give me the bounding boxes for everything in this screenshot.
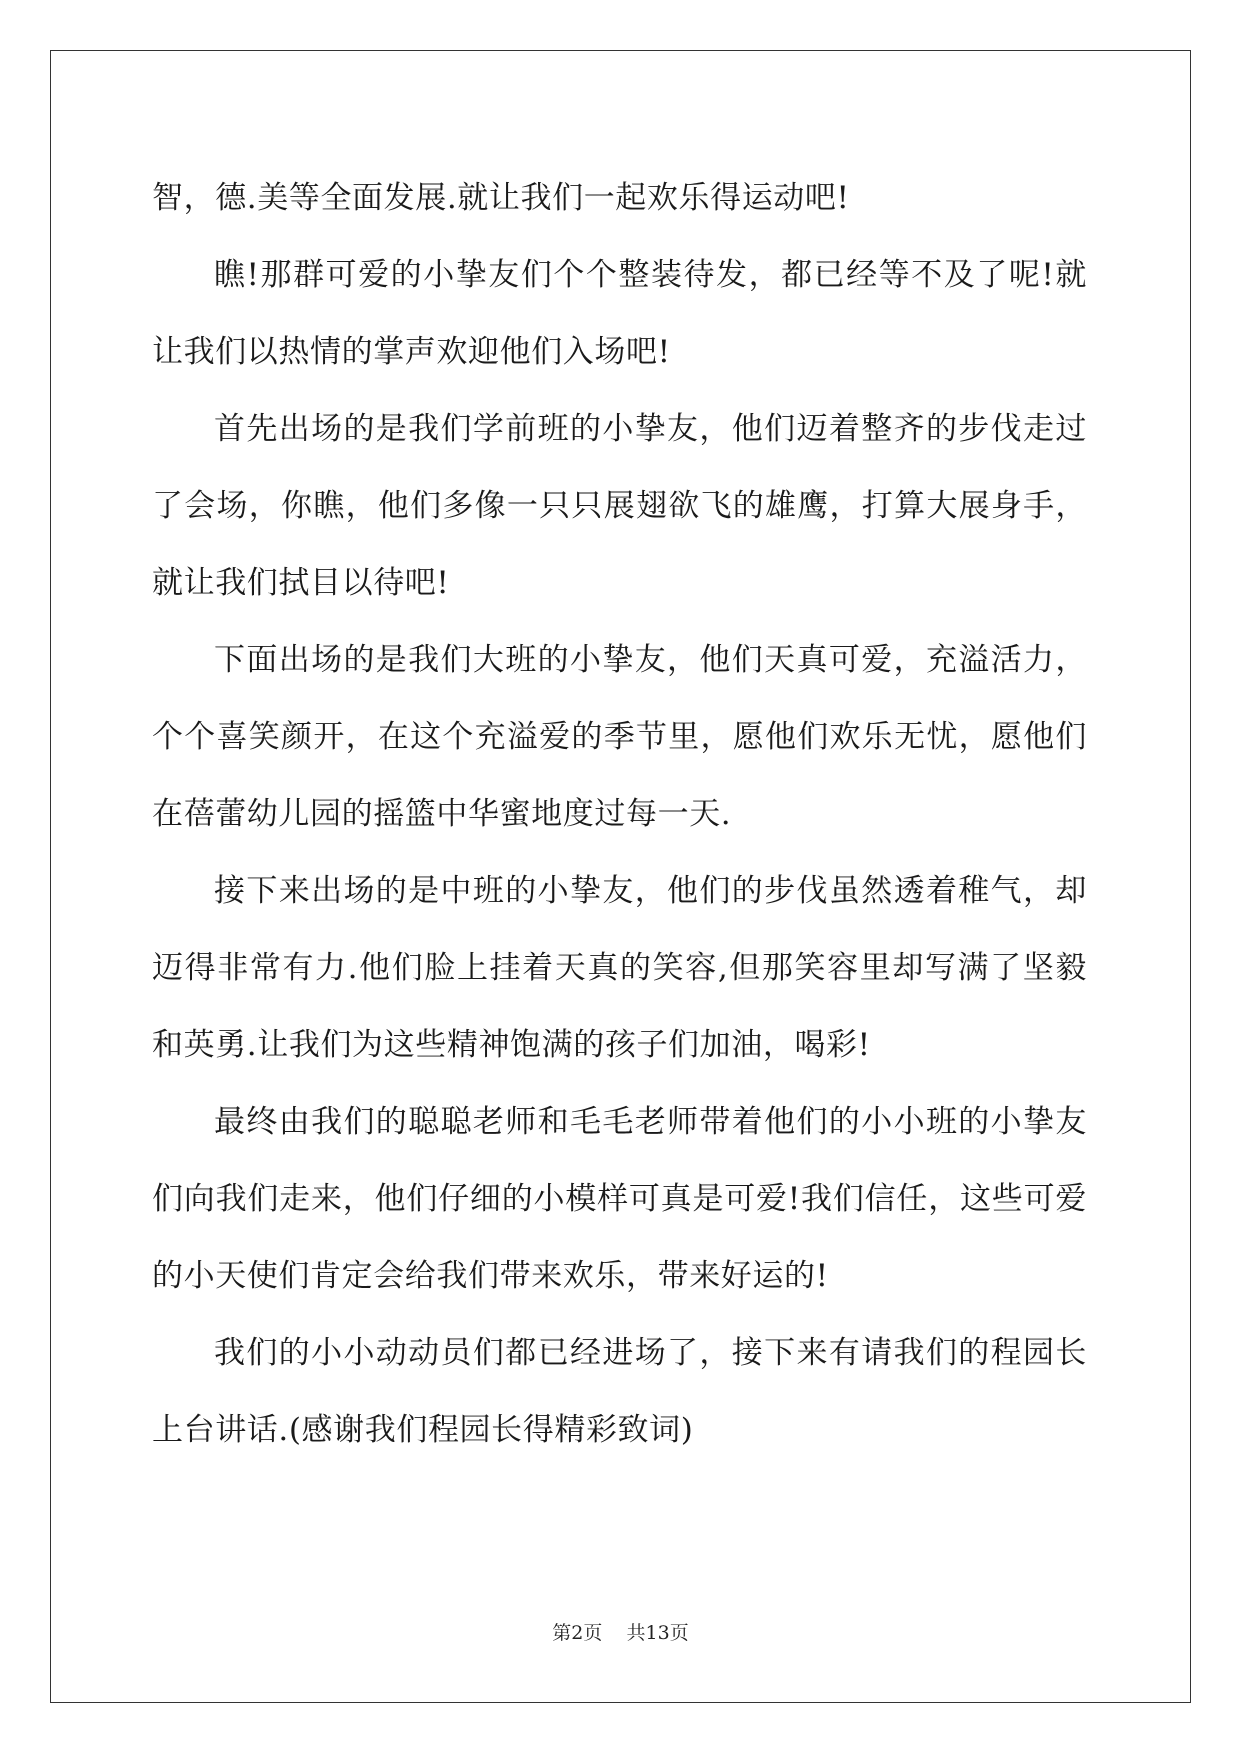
paragraph: 最终由我们的聪聪老师和毛毛老师带着他们的小小班的小挚友们向我们走来，他们仔细的小模样可真是可爱!我们信任，这些可爱的小天使们肯定会给我们带来欢乐，带来好运的!: [152, 1104, 1087, 1294]
paragraph: 我们的小小动动员们都已经进场了，接下来有请我们的程园长上台讲话.(感谢我们程园长得精彩致词): [152, 1335, 1087, 1448]
paragraph: 瞧!那群可爱的小挚友们个个整装待发，都已经等不及了呢!就让我们以热情的掌声欢迎他们入场吧!: [152, 257, 1087, 370]
paragraph-continued: 智，德.美等全面发展.就让我们一起欢乐得运动吧!: [152, 180, 850, 216]
page-number: 第2页: [552, 1622, 603, 1644]
paragraph: 首先出场的是我们学前班的小挚友，他们迈着整齐的步伐走过了会场，你瞧，他们多像一只只展翅欲飞的雄鹰，打算大展身手，就让我们拭目以待吧!: [152, 411, 1087, 601]
page-footer: [0, 1618, 1241, 1645]
paragraph: 下面出场的是我们大班的小挚友，他们天真可爱，充溢活力，个个喜笑颜开，在这个充溢爱的季节里，愿他们欢乐无忧，愿他们在蓓蕾幼儿园的摇篮中华蜜地度过每一天.: [152, 642, 1087, 832]
document-body: [152, 160, 1087, 1469]
paragraph: 接下来出场的是中班的小挚友，他们的步伐虽然透着稚气，却迈得非常有力.他们脸上挂着天真的笑容,但那笑容里却写满了坚毅和英勇.让我们为这些精神饱满的孩子们加油，喝彩!: [152, 873, 1087, 1063]
page-total: 共13页: [626, 1622, 689, 1644]
